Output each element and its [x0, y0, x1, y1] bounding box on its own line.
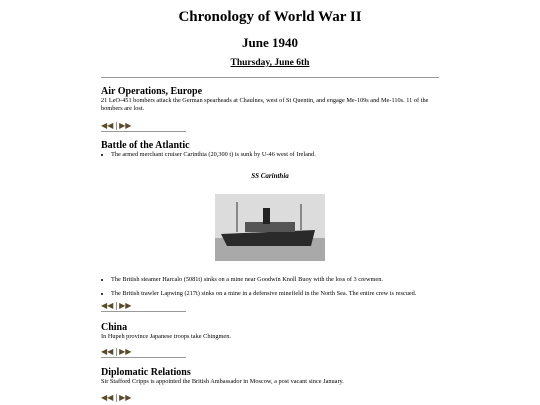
forward-arrow-icon[interactable]: ▶▶ — [119, 121, 132, 130]
section-title: Diplomatic Relations — [101, 367, 191, 378]
page-title: Chronology of World War II — [178, 9, 362, 25]
forward-arrow-icon[interactable]: ▶▶ — [119, 301, 132, 310]
date-heading: Thursday, June 6th — [230, 58, 310, 68]
nav-divider — [101, 131, 186, 132]
forward-arrow-icon[interactable]: ▶▶ — [119, 347, 132, 356]
header-divider — [101, 77, 439, 78]
month-heading: June 1940 — [242, 35, 298, 50]
back-arrow-icon[interactable]: ◀◀ — [101, 121, 114, 130]
section-china — [101, 322, 439, 341]
section-battle-atlantic — [101, 140, 439, 159]
list-item: • The British trawler Lapwing (217t) sinks on a mine in a defensive minefield in the North Sea. The entire crew is rescued. — [111, 290, 439, 298]
section-title: Battle of the Atlantic — [101, 140, 190, 151]
nav-separator: | — [115, 121, 118, 130]
section-diplomatic — [101, 367, 439, 386]
section-air-operations — [101, 86, 439, 113]
nav-separator: | — [115, 301, 118, 310]
back-arrow-icon[interactable]: ◀◀ — [101, 301, 114, 310]
list-item: • The British steamer Harcalo (5081t) sinks on a mine near Goodwin Knoll Buoy with the loss of 3 crewmen. — [111, 276, 439, 284]
section-title: China — [101, 322, 128, 333]
back-arrow-icon[interactable]: ◀◀ — [101, 393, 114, 402]
section-nav — [101, 300, 131, 310]
ship-photo — [215, 194, 325, 261]
nav-separator: | — [115, 347, 118, 356]
list-item: • The armed merchant cruiser Carinthia (20,300 t) is sunk by U-46 west of Ireland. — [111, 151, 439, 159]
section-nav — [101, 120, 131, 130]
section-text: 21 LeO-451 bombers attack the German spearheads at Chaulnes, west of St Quentin, and engage Me-109s and Me-110s. 11 of the bombers are lost. — [101, 97, 429, 112]
section-nav — [101, 392, 131, 402]
nav-separator: | — [115, 393, 118, 402]
back-arrow-icon[interactable]: ◀◀ — [101, 347, 114, 356]
forward-arrow-icon[interactable]: ▶▶ — [119, 393, 132, 402]
section-title: Air Operations, Europe — [101, 86, 203, 97]
section-nav — [101, 346, 131, 356]
section-battle-atlantic-cont — [101, 276, 439, 298]
section-text: Sir Stafford Cripps is appointed the British Ambassador in Moscow, a post vacant since January. — [101, 378, 344, 385]
nav-divider — [101, 311, 186, 312]
image-caption: SS Carinthia — [251, 172, 289, 180]
section-text: In Hupeh province Japanese troops take Chingmen. — [101, 333, 231, 340]
nav-divider — [101, 357, 186, 358]
